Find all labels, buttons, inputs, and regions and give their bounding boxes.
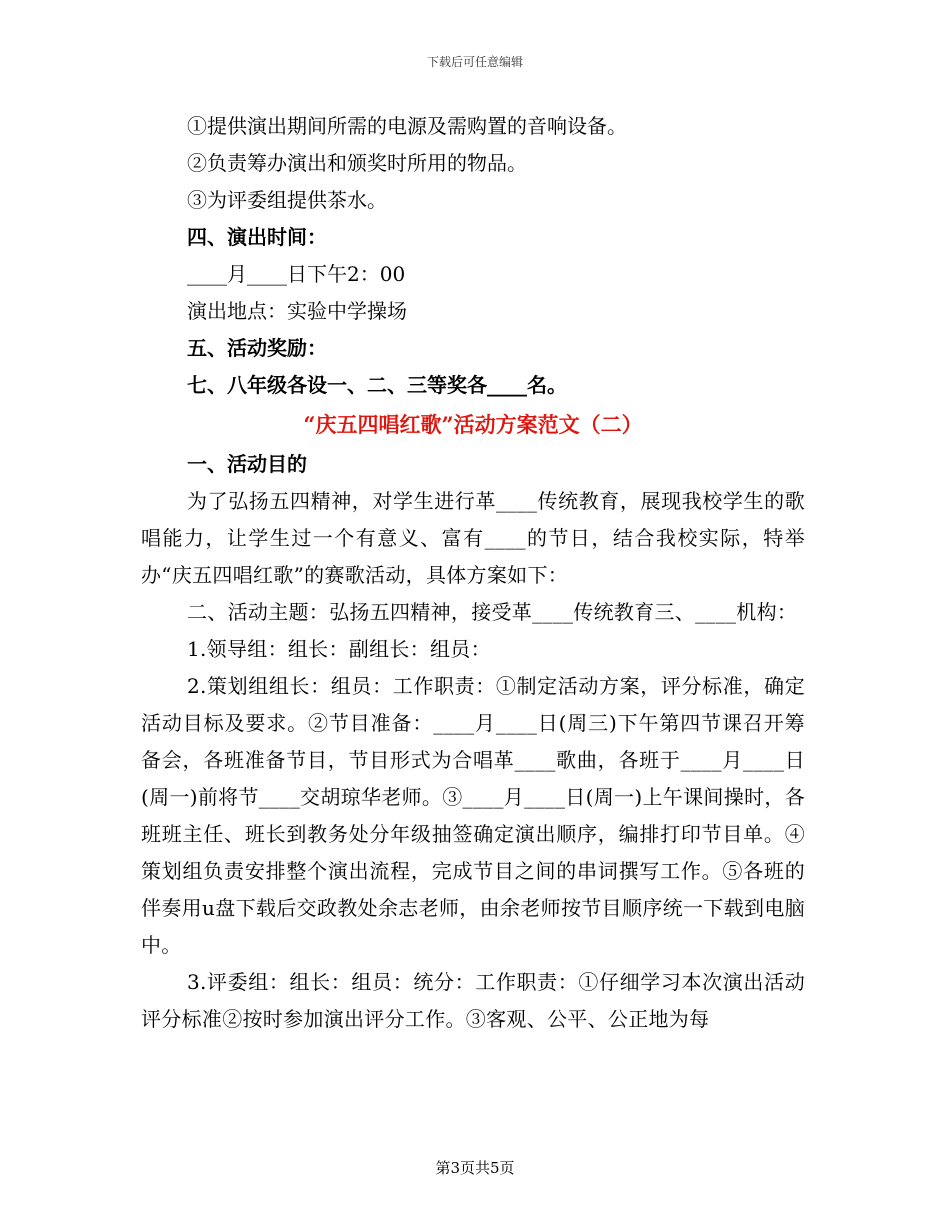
paragraph-purpose: 为了弘扬五四精神，对学生进行革____传统教育，展现我校学生的歌唱能力，让学生过一个有意义、富有____的节日，结合我校实际，特举办“庆五四唱红歌”的赛歌活动，具体方案如下： bbox=[141, 489, 805, 587]
rewards-detail: 七、八年级各设一、二、三等奖各____名。 bbox=[187, 373, 567, 397]
show-date: ____月____日下午2：00 bbox=[187, 262, 406, 286]
heading-show-time: 四、演出时间： bbox=[187, 225, 327, 249]
heading-purpose: 一、活动目的 bbox=[187, 452, 307, 476]
paragraph-leadership: 1.领导组：组长：副组长：组员： bbox=[187, 637, 491, 661]
show-location: 演出地点：实验中学操场 bbox=[187, 299, 407, 323]
page-number: 第3页共5页 bbox=[435, 1159, 515, 1177]
paragraph-theme: 二、活动主题：弘扬五四精神，接受革____传统教育三、____机构： bbox=[187, 600, 798, 624]
heading-rewards: 五、活动奖励： bbox=[187, 336, 327, 360]
paragraph-judges: 3.评委组：组长：组员：统分：工作职责：①仔细学习本次演出活动评分标准②按时参加演出评分工作。③客观、公平、公正地为每 bbox=[141, 970, 805, 1031]
list-item-tea: ③为评委组提供茶水。 bbox=[187, 188, 387, 212]
list-item-materials: ②负责筹办演出和颁奖时所用的物品。 bbox=[187, 151, 527, 175]
paragraph-planning: 2.策划组组长：组员：工作职责：①制定活动方案，评分标准，确定活动目标及要求。②节目准备：____月____日(周三)下午第四节课召开筹备会，各班准备节目，节目形式为合唱革____歌曲，各班于____月____日(周一)前将节____交胡琼华老师。③____月____日(周一)上午课间操时，各班班主任、班长到教务处分年级抽签确定演出顺序，编排打印节目单。④策划组负责安排整个演出流程，完成节目之间的串词撰写工作。⑤各班的伴奏用u盘下载后交政教处余志老师，由余老师按节目顺序统一下载到电脑中。 bbox=[141, 674, 805, 957]
section-title: “庆五四唱红歌”活动方案范文（二） bbox=[303, 412, 643, 437]
document-body bbox=[141, 108, 805, 1038]
list-item-power: ①提供演出期间所需的电源及需购置的音响设备。 bbox=[187, 114, 627, 138]
page-header-note: 下载后可任意编辑 bbox=[426, 55, 523, 69]
